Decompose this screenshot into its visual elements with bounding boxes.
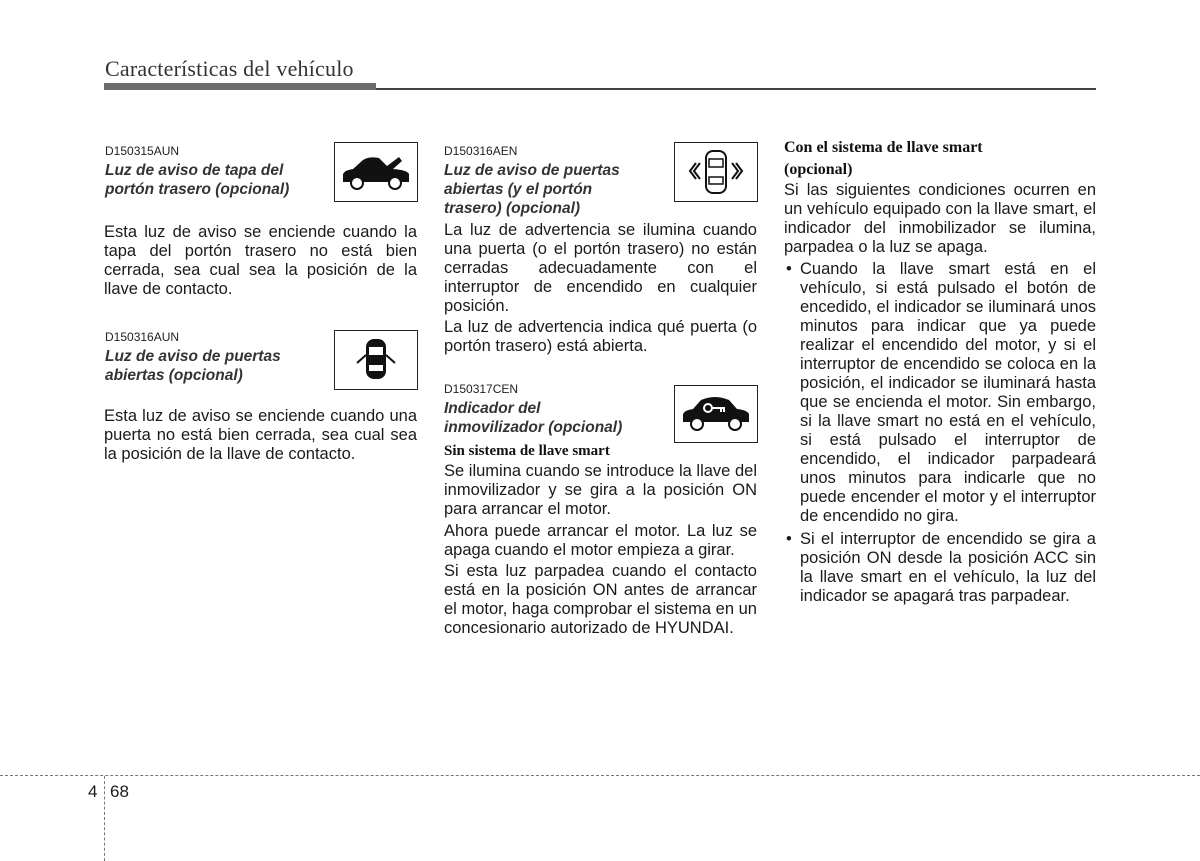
section-title-line: Luz de aviso de puertas [105,348,281,365]
section-body: Si esta luz parpadea cuando el contacto está en la posición ON antes de arrancar el motor, haga comprobar el sistema en un concesionario autorizado de HYUNDAI. [444,562,757,637]
section-code: D150316AUN [105,330,180,344]
section-code: D150317CEN [444,382,519,396]
section-heading [784,137,983,181]
subheading: Sin sistema de llave smart [444,443,610,459]
section-title-line: Luz de aviso de puertas [444,162,620,179]
page-number: 68 [110,782,129,801]
section-title [105,347,325,385]
section-body: Esta luz de aviso se enciende cuando la tapa del portón trasero no está bien cerrada, sea cual sea la posición de la llave de contacto. [104,223,417,298]
section-title-line: inmovilizador (opcional) [444,419,623,436]
page-header-title: Características del vehículo [105,56,354,81]
section-title-line: portón trasero (opcional) [105,181,290,198]
section-title [444,161,664,218]
section-title-line: trasero) (opcional) [444,200,581,217]
immobilizer-key-icon [674,385,758,443]
list-item: • Cuando la llave smart está en el vehículo, si está pulsado el botón de encedido, el indicador se iluminará unos minutos para indicar que ya puede realizar el encendido del motor, y si el interruptor de encendido se coloca en la posición, el indicador se iluminará hasta que se encienda el motor. Sin embargo, si la llave smart no está en el vehículo, si está pulsado el interruptor de encendido, el indicador parpadeará unos minutos para indicarle que no puede encender el motor y el interruptor de encendido no gira. [784,260,1096,526]
bullet-list [784,260,1096,606]
section-title [105,161,325,199]
door-tailgate-ajar-icon [674,142,758,202]
section-code: D150315AUN [105,144,180,158]
section-body: Esta luz de aviso se enciende cuando una puerta no está bien cerrada, sea cual sea la posición de la llave de contacto. [104,407,417,463]
trunk-open-warning-icon [334,142,418,202]
chapter-number: 4 [88,782,98,801]
section-body: La luz de advertencia indica qué puerta (o portón trasero) está abierta. [444,318,757,355]
section-title-line: Luz de aviso de tapa del [105,162,284,179]
section-body: Ahora puede arrancar el motor. La luz se apaga cuando el motor empieza a girar. [444,522,757,559]
section-title-line: abiertas (y el portón [444,181,593,198]
footer-rule [0,775,1200,776]
door-ajar-warning-icon [334,330,418,390]
section-body: Se ilumina cuando se introduce la llave del inmovilizador y se gira a la posición ON para arrancar el motor. [444,462,757,518]
section-title-line: abiertas (opcional) [105,367,243,384]
section-title [444,399,664,437]
list-item: • Si el interruptor de encendido se gira a posición ON desde la posición ACC sin la llave smart en el vehículo, la luz del indicador se apagará tras parpadear. [784,530,1096,606]
section-code: D150316AEN [444,144,518,158]
header-rule [376,88,1096,90]
footer-divider [104,776,105,861]
section-intro: Si las siguientes condiciones ocurren en un vehículo equipado con la llave smart, el indicador del inmobilizador se ilumina, parpadea o la luz se apaga. [784,181,1096,256]
section-heading-line: (opcional) [784,161,853,178]
section-heading-line: Con el sistema de llave smart [784,139,983,156]
section-body: La luz de advertencia se ilumina cuando una puerta (o el portón trasero) no están cerradas adecuadamente con el interruptor de encendido en cualquier posición. [444,221,757,315]
section-title-line: Indicador del [444,400,541,417]
header-bar-thick [104,83,376,90]
